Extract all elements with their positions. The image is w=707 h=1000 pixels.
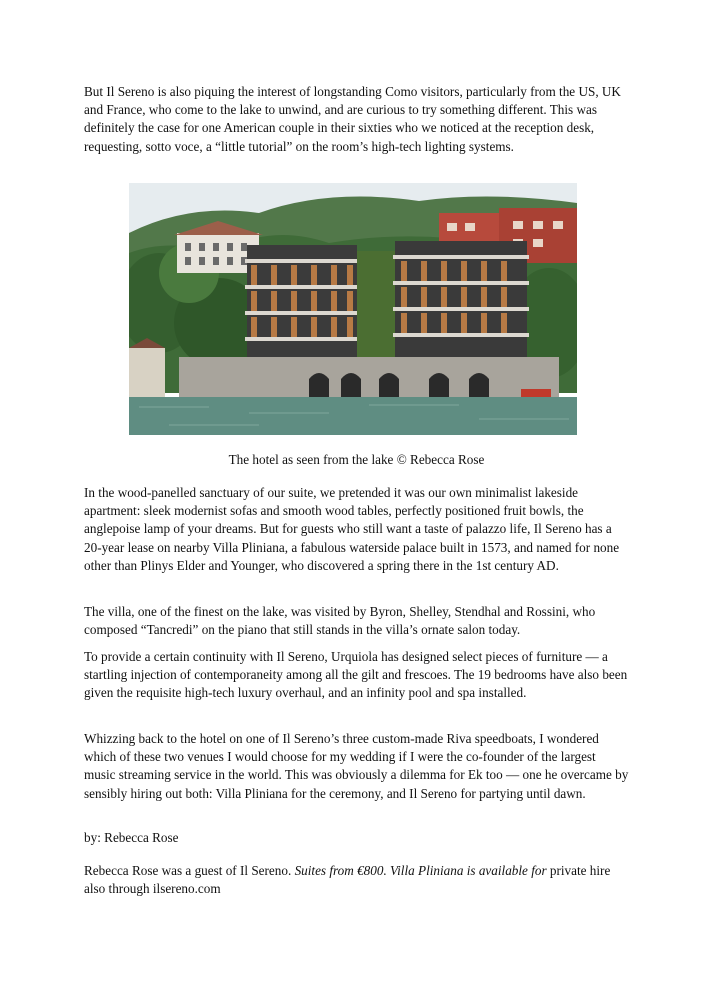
hotel-lake-image — [129, 183, 577, 435]
hotel-photo — [129, 183, 577, 435]
photo-caption: The hotel as seen from the lake © Rebecca Rose — [228, 452, 485, 467]
footer-end-text: private hire also through ilsereno.com — [84, 863, 611, 897]
footer-note — [84, 862, 629, 898]
footer-italic-text: Suites from €800. Villa Pliniana is available for — [294, 863, 547, 878]
article-paragraph-3: The villa, one of the finest on the lake, was visited by Byron, Shelley, Stendhal and Rossini, who composed “Tancredi” on the piano that still stands in the villa’s ornate salon today. — [84, 604, 596, 638]
byline: by: Rebecca Rose — [84, 830, 179, 845]
footer-plain-text: Rebecca Rose was a guest of Il Sereno. — [84, 863, 295, 878]
article-paragraph-2: In the wood-panelled sanctuary of our suite, we pretended it was our own minimalist lakeside apartment: sleek modernist sofas and smooth wood tables, perfectly positioned fruit bowls, the anglepoise lamp of your dreams. But for guests who still want a taste of palazzo life, Il Sereno has a 20-year lease on nearby Villa Pliniana, a fabulous waterside palace built in 1573, and named for none other than Plinys Elder and Younger, who discovered a spring there in the 1st century AD. — [84, 485, 620, 573]
article-paragraph-5: Whizzing back to the hotel on one of Il Sereno’s three custom-made Riva speedboats, I wondered which of these two venues I would choose for my wedding if I were the co-founder of the largest music streaming service in the world. This was obviously a dilemma for Ek too — one he overcame by sensibly hiring out both: Villa Pliniana for the ceremony, and Il Sereno for partying until dawn. — [84, 731, 629, 801]
article-paragraph-4: To provide a certain continuity with Il Sereno, Urquiola has designed select pieces of furniture — a startling injection of contemporaneity among all the gilt and frescoes. The 19 bedrooms have also been given the requisite high-tech luxury overhaul, and an infinity pool and spa installed. — [84, 649, 628, 701]
article-paragraph-1: But Il Sereno is also piquing the interest of longstanding Como visitors, particularly from the US, UK and France, who come to the lake to unwind, and are curious to try something different. This was definitely the case for one American couple in their sixties who we noticed at the reception desk, requesting, sotto voce, a “little tutorial” on the room’s high-tech lighting systems. — [84, 84, 621, 154]
